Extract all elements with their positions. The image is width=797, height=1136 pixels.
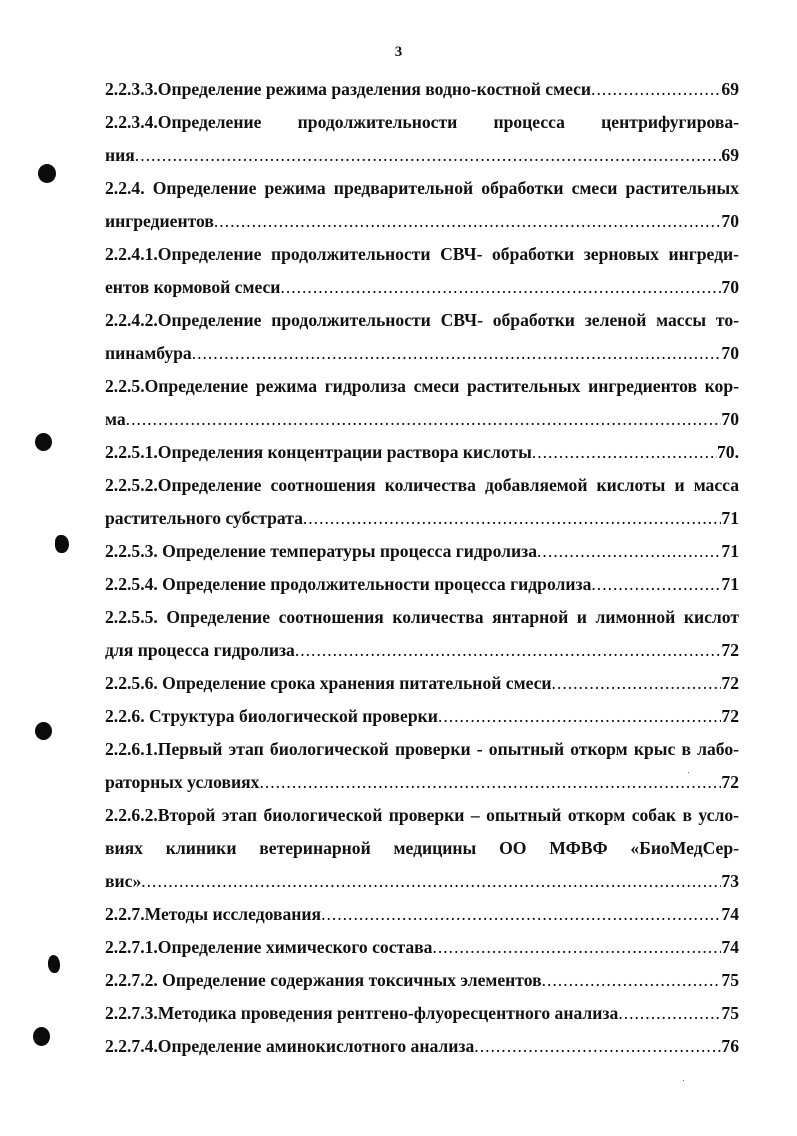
toc-entry-title: вис»	[105, 871, 142, 891]
toc-entry	[105, 670, 739, 703]
toc-line	[105, 1000, 739, 1033]
toc-page-number: 70	[721, 277, 739, 297]
toc-line	[105, 868, 739, 901]
toc-entry	[105, 703, 739, 736]
dot-leader	[552, 670, 722, 697]
toc-page-number: 70.	[717, 442, 739, 462]
toc-page-number: 71	[721, 541, 739, 561]
punch-hole	[35, 433, 52, 451]
toc-page-number: 71	[721, 508, 739, 528]
toc-line	[105, 439, 739, 472]
dot-leader	[618, 1000, 721, 1027]
scan-speck	[683, 1080, 684, 1081]
toc-entry-title: 2.2.7.3.Методика проведения рентгено-флуоресцентного анализа	[105, 1003, 619, 1023]
dot-leader	[259, 769, 721, 796]
toc-entry-title: 2.2.7.4.Определение аминокислотного анализа	[105, 1036, 475, 1056]
toc-line	[105, 109, 739, 142]
dot-leader	[474, 1033, 721, 1060]
toc-entry-title: 2.2.6. Структура биологической проверки	[105, 706, 438, 726]
toc-entry-title: 2.2.4.1.Определение продолжительности СВЧ- обработки зерновых ингреди-	[105, 244, 739, 264]
toc-page-number: 71	[721, 574, 739, 594]
toc-page-number: 72	[721, 772, 739, 792]
toc-entry-title: 2.2.3.4.Определение продолжительности процесса центрифугирова-	[105, 112, 739, 132]
toc-page-number: 72	[721, 706, 739, 726]
toc-entry	[105, 1033, 739, 1066]
dot-leader	[295, 637, 722, 664]
toc-entry-title: ингредиентов	[105, 211, 214, 231]
toc-line	[105, 901, 739, 934]
dot-leader	[542, 967, 722, 994]
toc-entry-title: ентов кормовой смеси	[105, 277, 281, 297]
toc-line	[105, 505, 739, 538]
toc-entry	[105, 373, 739, 439]
toc-entry	[105, 571, 739, 604]
dot-leader	[192, 340, 722, 367]
dot-leader	[321, 901, 721, 928]
punch-hole	[35, 722, 52, 740]
toc-entry	[105, 802, 739, 901]
dot-leader	[135, 142, 722, 169]
toc-entry-title: 2.2.7.1.Определение химического состава	[105, 937, 433, 957]
toc-entry	[105, 175, 739, 241]
toc-entry-title: 2.2.4.2.Определение продолжительности СВЧ- обработки зеленой массы то-	[105, 310, 739, 330]
toc-line	[105, 406, 739, 439]
toc-entry-title: 2.2.7.2. Определение содержания токсичных элементов	[105, 970, 542, 990]
punch-hole	[33, 1027, 50, 1046]
toc-page-number: 69	[721, 145, 739, 165]
toc-entry-title: 2.2.5.6. Определение срока хранения питательной смеси	[105, 673, 552, 693]
toc-entry	[105, 967, 739, 1000]
toc-entry-title: 2.2.5.3. Определение температуры процесса гидролиза	[105, 541, 538, 561]
toc-entry-title: виях клиники ветеринарной медицины ОО МФВФ «БиоМедСер-	[105, 838, 739, 858]
toc-line	[105, 241, 739, 274]
toc-entry-title: растительного субстрата	[105, 508, 303, 528]
toc-entry	[105, 76, 739, 109]
toc-line	[105, 208, 739, 241]
punch-hole	[48, 955, 60, 973]
toc-line	[105, 967, 739, 1000]
toc-line	[105, 373, 739, 406]
toc-entry-title: 2.2.5.5. Определение соотношения количества янтарной и лимонной кислот	[105, 607, 739, 627]
toc-entry-title: ма	[105, 409, 126, 429]
toc-entry	[105, 934, 739, 967]
toc-entry-title: для процесса гидролиза	[105, 640, 295, 660]
dot-leader	[532, 439, 717, 466]
toc-page-number: 74	[721, 904, 739, 924]
toc-line	[105, 670, 739, 703]
toc-page-number: 70	[721, 211, 739, 231]
dot-leader	[141, 868, 721, 895]
dot-leader	[537, 538, 721, 565]
toc-page-number: 74	[721, 937, 739, 957]
toc-page-number: 72	[721, 640, 739, 660]
page-number: 3	[394, 44, 403, 60]
toc-line	[105, 307, 739, 340]
toc-entry-title: 2.2.5.4. Определение продолжительности процесса гидролиза	[105, 574, 592, 594]
toc-line	[105, 76, 739, 109]
toc-entry	[105, 901, 739, 934]
table-of-contents	[105, 76, 739, 1066]
toc-entry	[105, 1000, 739, 1033]
toc-line	[105, 604, 739, 637]
toc-page-number: 70	[721, 409, 739, 429]
toc-entry-title: раторных условиях	[105, 772, 260, 792]
dot-leader	[280, 274, 721, 301]
toc-line	[105, 835, 739, 868]
dot-leader	[126, 406, 722, 433]
dot-leader	[591, 76, 721, 103]
toc-page-number: 70	[721, 343, 739, 363]
toc-entry-title: ния	[105, 145, 135, 165]
toc-entry-title: 2.2.5.Определение режима гидролиза смеси растительных ингредиентов кор-	[105, 376, 739, 396]
toc-entry	[105, 439, 739, 472]
toc-line	[105, 736, 739, 769]
toc-entry-title: 2.2.5.1.Определения концентрации раствора кислоты	[105, 442, 532, 462]
dot-leader	[303, 505, 722, 532]
dot-leader	[591, 571, 721, 598]
toc-entry-title: 2.2.5.2.Определение соотношения количества добавляемой кислоты и масса	[105, 475, 739, 495]
toc-entry-title: 2.2.6.1.Первый этап биологической проверки - опытный откорм крыс в лабо-	[105, 739, 739, 759]
toc-entry	[105, 472, 739, 538]
toc-line	[105, 472, 739, 505]
toc-line	[105, 703, 739, 736]
toc-entry-title: 2.2.6.2.Второй этап биологической проверки – опытный откорм собак в усло-	[105, 805, 739, 825]
toc-page-number: 69	[721, 79, 739, 99]
toc-page-number: 75	[721, 1003, 739, 1023]
toc-entry-title: пинамбура	[105, 343, 192, 363]
toc-entry	[105, 604, 739, 670]
toc-line	[105, 1033, 739, 1066]
toc-line	[105, 769, 739, 802]
toc-line	[105, 340, 739, 373]
toc-entry-title: 2.2.4. Определение режима предварительной обработки смеси растительных	[105, 178, 739, 198]
toc-line	[105, 802, 739, 835]
toc-page-number: 73	[721, 871, 739, 891]
toc-line	[105, 571, 739, 604]
dot-leader	[432, 934, 721, 961]
toc-entry	[105, 241, 739, 307]
toc-entry	[105, 538, 739, 571]
punch-hole	[38, 164, 56, 183]
toc-entry	[105, 736, 739, 802]
toc-entry	[105, 307, 739, 373]
toc-line	[105, 175, 739, 208]
toc-page-number: 75	[721, 970, 739, 990]
punch-hole	[55, 535, 69, 553]
toc-page-number: 76	[721, 1036, 739, 1056]
toc-page-number: 72	[721, 673, 739, 693]
toc-line	[105, 934, 739, 967]
dot-leader	[214, 208, 722, 235]
toc-entry-title: 2.2.7.Методы исследования	[105, 904, 322, 924]
toc-line	[105, 274, 739, 307]
toc-line	[105, 637, 739, 670]
toc-entry	[105, 109, 739, 175]
toc-line	[105, 538, 739, 571]
dot-leader	[438, 703, 721, 730]
toc-entry-title: 2.2.3.3.Определение режима разделения водно-костной смеси	[105, 79, 592, 99]
toc-line	[105, 142, 739, 175]
